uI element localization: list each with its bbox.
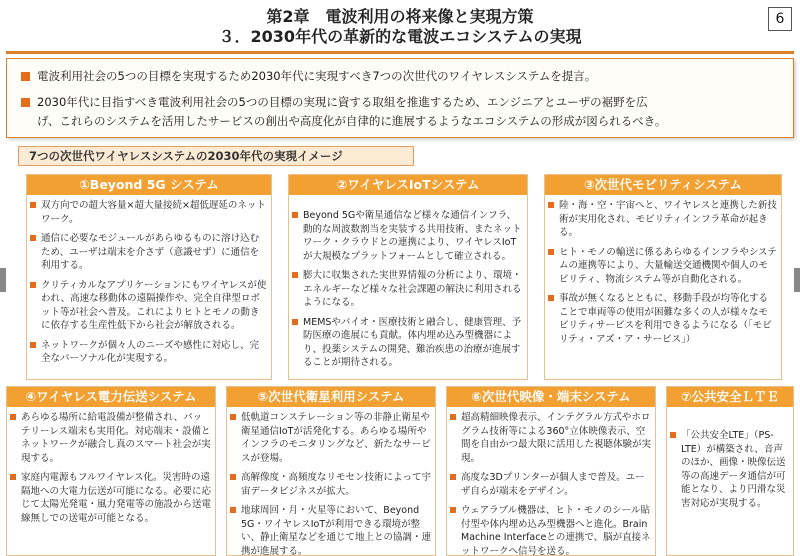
card-body bbox=[447, 411, 655, 556]
list-item: 超高精細映像表示、インテグラル方式やホログラム技術等による360°立体映像表示、空間を自由かつ最大限に活用した視聴体験が実現。 bbox=[447, 411, 655, 465]
card-wireless-power bbox=[6, 386, 216, 556]
card-body bbox=[7, 411, 215, 531]
chapter-title: 第2章 電波利用の将来像と実現方策 bbox=[266, 7, 534, 26]
card-next-gen-mobility bbox=[544, 174, 782, 380]
card-title: ③次世代モビリティシステム bbox=[545, 175, 781, 195]
list-item: ウェアラブル機器は、ヒト・モノのシール貼付型や体内埋め込み型機器へと進化。Brain Machine Interfaceとの連携で、脳が直接ネットワークへ信号を送る。 bbox=[447, 504, 655, 556]
card-body bbox=[667, 429, 793, 516]
list-item: 地球周回・月・火星等において、Beyond 5G・ワイヤレスIoTが利用できる環境が整い、静止衛星などを通じて地上との協調・連携が進展する。 bbox=[227, 504, 435, 556]
summary-line-2a: 2030年代に目指すべき電波利用社会の5つの目標の実現に資する取組を推進するため、エンジニアとユーザの裾野を広 bbox=[37, 95, 648, 109]
card-body bbox=[227, 411, 435, 556]
card-next-gen-satellite bbox=[226, 386, 436, 556]
list-item: 低軌道コンステレーション等の非静止衛星や衛星通信IoTが活発化する。あらゆる場所やインフラのモニタリングなど、新たなサービスが登場。 bbox=[227, 411, 435, 465]
list-item: Beyond 5Gや衛星通信など様々な通信インフラ、動的な周波数割当を実装する共用技術、またネットワーク・クラウドとの連携により、ワイヤレスIoTが大規模なプラットフォームとして確立される。 bbox=[289, 209, 527, 263]
card-beyond-5g bbox=[26, 174, 272, 380]
page-number: 6 bbox=[768, 7, 792, 31]
list-item: クリティカルなアプリケーションにもワイヤレスが使われ、高速な移動体の遠隔操作や、完全自律型ロボット等が社会へ普及。これによりヒトとモノの動きに依存する生産性低下から社会が解放される。 bbox=[27, 279, 271, 333]
card-title: ①Beyond 5G システム bbox=[27, 175, 271, 195]
card-title: ②ワイヤレスIoTシステム bbox=[289, 175, 527, 195]
list-item: 双方向での超大容量×超大量接続×超低遅延のネットワーク。 bbox=[27, 199, 271, 226]
bullet-square-icon bbox=[21, 98, 30, 107]
card-body bbox=[289, 209, 527, 376]
list-item: MEMSやバイオ・医療技術と融合し、健康管理、予防医療の進展にも貢献。体内埋め込み型機器により、投薬システムの開発、難治疾患の治療が進展することが期待される。 bbox=[289, 316, 527, 370]
card-title: ⑤次世代衛星利用システム bbox=[227, 387, 435, 407]
right-edge-marker bbox=[794, 268, 800, 292]
list-item: ネットワークが個々人のニーズや感性に対応し、完全なパーソナル化が実現する。 bbox=[27, 339, 271, 366]
list-item: 「公共安全LTE」（PS-LTE）が構築され、音声のほか、画像・映像伝送等の高速データ通信が可能となり、より円滑な災害対応が実現する。 bbox=[667, 429, 793, 510]
list-item: 家庭内電源もフルワイヤレス化。災害時の遠隔地への大電力伝送が可能になる。必要に応じて太陽光発電・風力発電等の施設から送電線無しでの送電が可能となる。 bbox=[7, 471, 215, 525]
summary-line-2b: げ、これらのシステムを活用したサービスの創出や高度化が自律的に進展するようなエコシステムの形成が図られるべき。 bbox=[37, 114, 667, 128]
card-title: ⑥次世代映像・端末システム bbox=[447, 387, 655, 407]
card-public-safety-lte bbox=[666, 386, 794, 556]
summary-box bbox=[6, 58, 794, 138]
list-item: 膨大に収集された実世界情報の分析により、環境・エネルギーなど様々な社会課題の解決に利用されるようになる。 bbox=[289, 269, 527, 310]
card-next-gen-video-terminal bbox=[446, 386, 656, 556]
card-body bbox=[545, 199, 781, 352]
card-title: ④ワイヤレス電力伝送システム bbox=[7, 387, 215, 407]
card-wireless-iot bbox=[288, 174, 528, 380]
list-item: あらゆる場所に給電設備が整備され、バッテリーレス端末も実用化。対応端末・設備とネットワークが融合し真のスマート社会が実現する。 bbox=[7, 411, 215, 465]
card-title: ⑦公共安全ＬＴＥ bbox=[667, 387, 793, 407]
list-item: 高度な3Dプリンターが個人まで普及。ユーザ自らが端末をデザイン。 bbox=[447, 471, 655, 498]
header-divider bbox=[6, 51, 794, 54]
bullet-square-icon bbox=[21, 72, 30, 81]
list-item: 陸・海・空・宇宙へと、ワイヤレスと連携した新技術が実用化され、モビリティインフラ革命が起きる。 bbox=[545, 199, 781, 240]
subheading-banner: 7つの次世代ワイヤレスシステムの2030年代の実現イメージ bbox=[18, 146, 414, 166]
list-item: 高解像度・高頻度なリモセン技術によって宇宙データビジネスが拡大。 bbox=[227, 471, 435, 498]
slide-header bbox=[0, 0, 800, 52]
list-item: 事故が無くなるとともに、移動手段が均等化することで車両等の使用が困難な多くの人が様々なモビリティサービスを利用できるようになる（「モビリティ・アズ・ア・サービス」） bbox=[545, 292, 781, 346]
section-title: ３．2030年代の革新的な電波エコシステムの実現 bbox=[218, 27, 582, 46]
left-edge-marker bbox=[0, 268, 6, 292]
list-item: ヒト・モノの輸送に係るあらゆるインフラやシステムの連携等により、大量輸送交通機関や個人のモビリティ、物流システム等が自動化される。 bbox=[545, 246, 781, 287]
card-body bbox=[27, 199, 271, 372]
summary-line-1: 電波利用社会の5つの目標を実現するため2030年代に実現すべき7つの次世代のワイヤレスシステムを提言。 bbox=[37, 69, 597, 83]
list-item: 通信に必要なモジュールがあらゆるものに溶け込むため、ユーザは端末を介さず（意識せず）に通信を利用する。 bbox=[27, 232, 271, 273]
